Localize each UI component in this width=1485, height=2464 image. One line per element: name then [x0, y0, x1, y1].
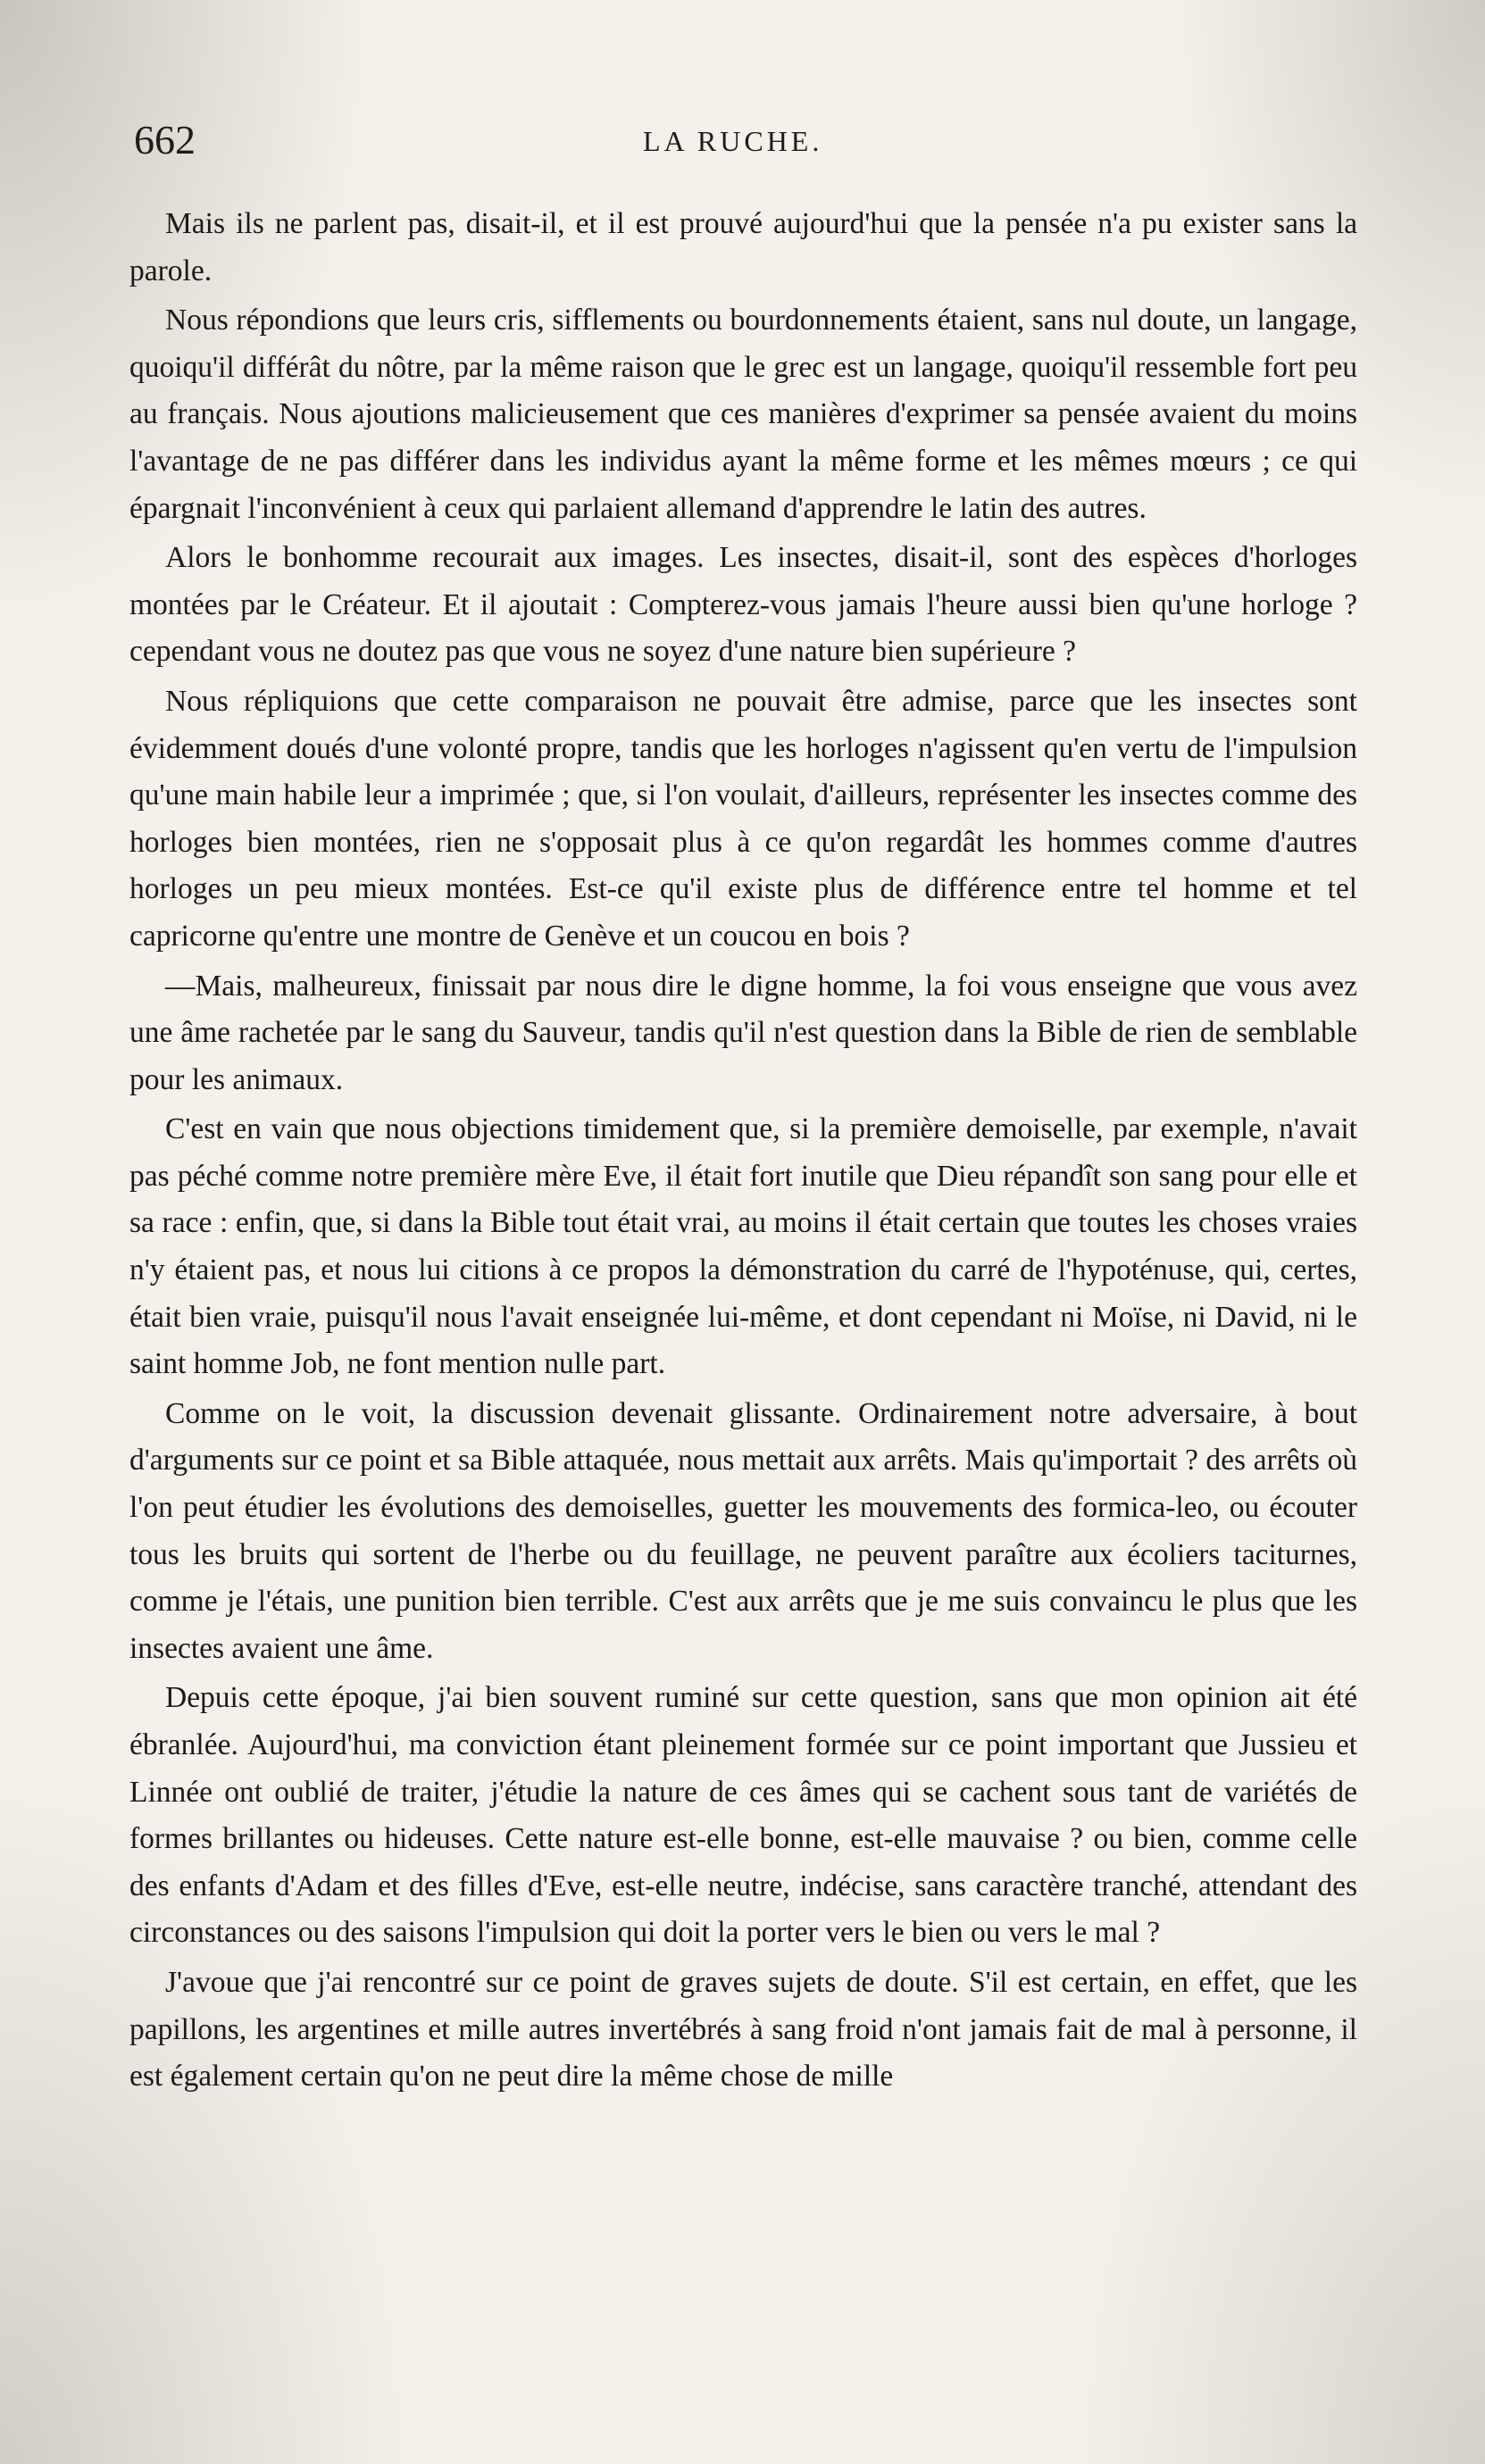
paragraph: —Mais, malheureux, finissait par nous dire le digne homme, la foi vous enseigne que vous avez une âme rachetée par le sang du Sauveur, tandis qu'il n'est question dans la Bible de rien de semblable pour les animaux. — [129, 969, 1357, 1096]
paragraph: J'avoue que j'ai rencontré sur ce point de graves sujets de doute. S'il est certain, en effet, que les papillons, les argentines et mille autres invertébrés à sang froid n'ont jamais fait de mal à personne, il est également certain qu'on ne peut dire la même chose de mille — [129, 1965, 1357, 2094]
body-text — [129, 201, 1357, 2103]
running-title: LA RUCHE. — [643, 125, 823, 157]
page-header — [134, 116, 1357, 170]
paragraph: Nous répliquions que cette comparaison ne pouvait être admise, parce que les insectes sont évidemment doués d'une volonté propre, tandis que les horloges n'agissent qu'en vertu de l'impulsion qu'une main habile leur a imprimée ; que, si l'on voulait, d'ailleurs, représenter les insectes comme des horloges bien montées, rien ne s'opposait plus à ce qu'on regardât les hommes comme d'autres horloges un peu mieux montées. Est-ce qu'il existe plus de différence entre tel homme et tel capricorne qu'entre une montre de Genève et un coucou en bois ? — [129, 684, 1357, 953]
paragraph: C'est en vain que nous objections timidement que, si la première demoiselle, par exemple, n'avait pas péché comme notre première mère Eve, il était fort inutile que Dieu répandît son sang pour elle et sa race : enfin, que, si dans la Bible tout était vrai, au moins il était certain que toutes les choses vraies n'y étaient pas, et nous lui citions à ce propos la démonstration du carré de l'hypoténuse, qui, certes, était bien vraie, puisqu'il nous l'avait enseignée lui-même, et dont cependant ni Moïse, ni David, ni le saint homme Job, ne font mention nulle part. — [129, 1112, 1357, 1381]
paragraph: Alors le bonhomme recourait aux images. Les insectes, disait-il, sont des espèces d'horloges montées par le Créateur. Et il ajoutait : Compterez-vous jamais l'heure aussi bien qu'une horloge ? cependant vous ne doutez pas que vous ne soyez d'une nature bien supérieure ? — [129, 541, 1357, 669]
paragraph: Depuis cette époque, j'ai bien souvent ruminé sur cette question, sans que mon opinion ait été ébranlée. Aujourd'hui, ma conviction étant pleinement formée sur ce point important que Jussieu et Linnée ont oublié de traiter, j'étudie la nature de ces âmes qui se cachent sous tant de variétés de formes brillantes ou hideuses. Cette nature est-elle bonne, est-elle mauvaise ? ou bien, comme celle des enfants d'Adam et des filles d'Eve, est-elle neutre, indécise, sans caractère tranché, attendant des circonstances ou des saisons l'impulsion qui doit la porter vers le bien ou vers le mal ? — [129, 1681, 1357, 1950]
paragraph: Mais ils ne parlent pas, disait-il, et il est prouvé aujourd'hui que la pensée n'a pu exister sans la parole. — [129, 207, 1357, 287]
page-number: 662 — [134, 117, 196, 162]
paragraph: Comme on le voit, la discussion devenait glissante. Ordinairement notre adversaire, à bout d'arguments sur ce point et sa Bible attaquée, nous mettait aux arrêts. Mais qu'importait ? des arrêts où l'on peut étudier les évolutions des demoiselles, guetter les mouvements des formica-leo, ou écouter tous les bruits qui sortent de l'herbe ou du feuillage, ne peuvent paraître aux écoliers taciturnes, comme je l'étais, une punition bien terrible. C'est aux arrêts que je me suis convaincu le plus que les insectes avaient une âme. — [129, 1396, 1357, 1665]
paragraph: Nous répondions que leurs cris, sifflements ou bourdonnements étaient, sans nul doute, un langage, quoiqu'il différât du nôtre, par la même raison que le grec est un langage, quoiqu'il ressemble fort peu au français. Nous ajoutions malicieusement que ces manières d'exprimer sa pensée avaient du moins l'avantage de ne pas différer dans les individus ayant la même forme et les mêmes mœurs ; ce qui épargnait l'inconvénient à ceux qui parlaient allemand d'apprendre le latin des autres. — [129, 304, 1357, 525]
